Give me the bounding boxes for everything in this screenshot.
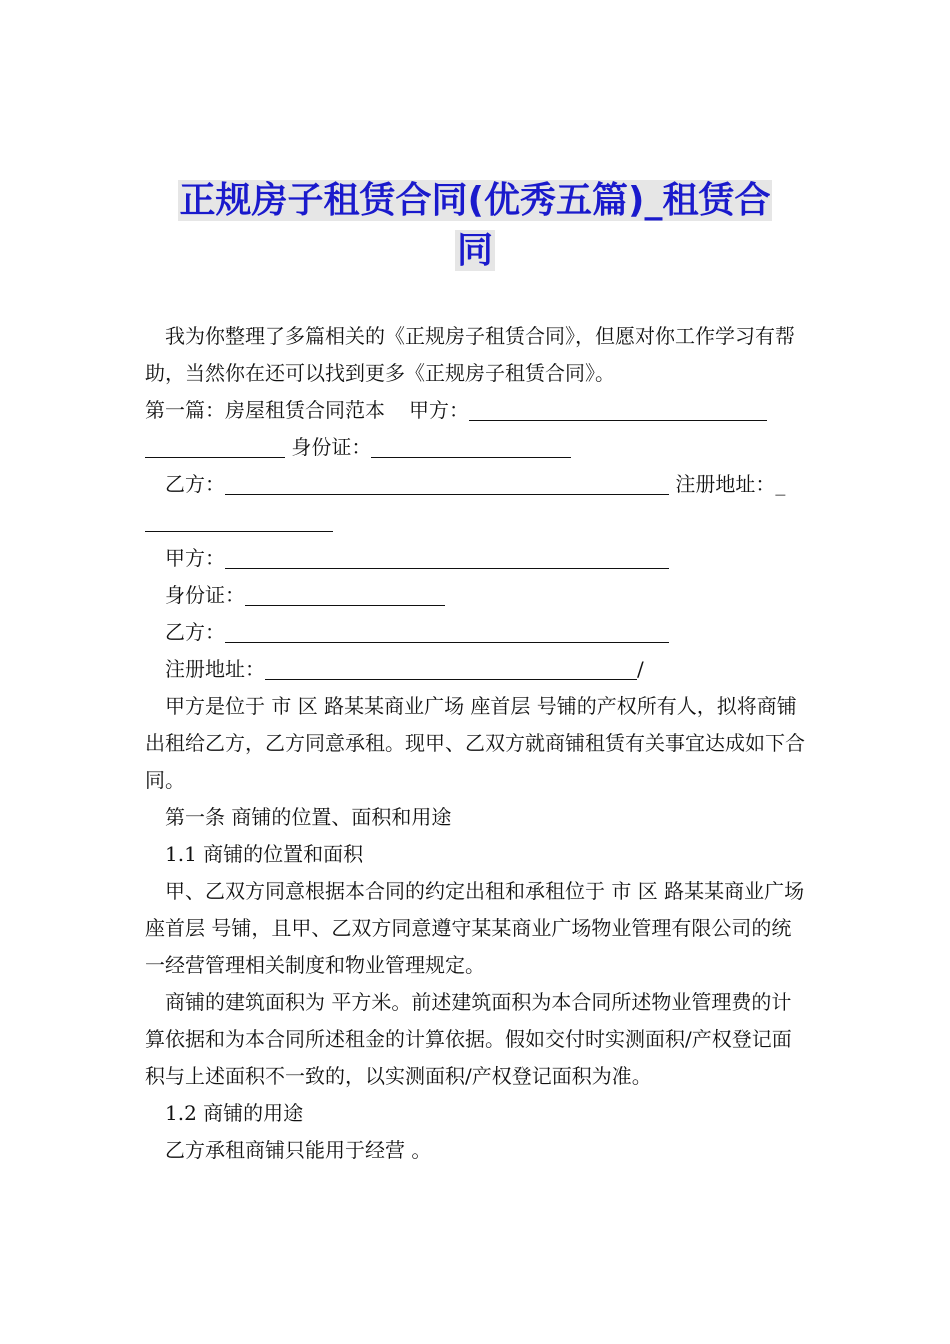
- address-label-2: 注册地址：: [165, 657, 265, 681]
- paragraph-4: 乙方承租商铺只能用于经营 。: [165, 1138, 432, 1162]
- chapter-line: [145, 392, 810, 429]
- heading-article-1: 第一条 商铺的位置、面积和用途: [165, 805, 452, 829]
- party-b-label-2: 乙方：: [165, 620, 225, 644]
- address-tail: _: [775, 472, 786, 496]
- address-end: /: [637, 657, 644, 681]
- address-cont-line: [145, 503, 810, 540]
- id-label-2: 身份证：: [165, 583, 245, 607]
- id-blank-2: [245, 581, 445, 606]
- title-line-2: 同: [456, 230, 493, 271]
- paragraph-1: 甲方是位于 市 区 路某某商业广场 座首层 号铺的产权所有人，拟将商铺出租给乙方，乙方同意承租。现甲、乙双方就商铺租赁有关事宜达成如下合同。: [145, 694, 805, 792]
- field-party-b: [145, 614, 810, 651]
- id-line: [145, 429, 810, 466]
- paragraph-2: 甲、乙双方同意根据本合同的约定出租和承租位于 市 区 路某某商业广场 座首层 号铺，且甲、乙双方同意遵守某某商业广场物业管理有限公司的统一经营管理相关制度和物业管理规定。: [145, 879, 805, 977]
- party-a-label-2: 甲方：: [165, 546, 225, 570]
- party-b-blank: [225, 470, 669, 495]
- party-b-blank-2: [225, 618, 669, 643]
- party-a-blank: [469, 396, 767, 421]
- field-address: [145, 651, 810, 688]
- title-line-1: 正规房子租赁合同(优秀五篇)_租赁合: [179, 180, 771, 221]
- party-a-blank-2: [225, 544, 669, 569]
- document-body: [145, 318, 810, 1169]
- party-b-label: 乙方：: [165, 472, 225, 496]
- field-id: [145, 577, 810, 614]
- paragraph-3: 商铺的建筑面积为 平方米。前述建筑面积为本合同所述物业管理费的计算依据和为本合同所述租金的计算依据。假如交付时实测面积/产权登记面积与上述面积不一致的，以实测面积/产权登记面积为准。: [145, 990, 792, 1088]
- address-blank: [145, 507, 333, 532]
- heading-1-1: 1.1 商铺的位置和面积: [165, 842, 364, 866]
- intro-paragraph: 我为你整理了多篇相关的《正规房子租赁合同》，但愿对你工作学习有帮助，当然你在还可以找到更多《正规房子租赁合同》。: [145, 324, 795, 385]
- address-blank-2: [265, 655, 637, 680]
- id-blank: [371, 433, 571, 458]
- party-b-line: [145, 466, 810, 503]
- party-a-blank-cont: [145, 433, 285, 458]
- field-party-a: [145, 540, 810, 577]
- id-label: 身份证：: [291, 435, 372, 459]
- heading-1-2: 1.2 商铺的用途: [165, 1101, 304, 1125]
- document-title: [140, 176, 810, 276]
- chapter-heading: 第一篇：房屋租赁合同范本: [145, 398, 385, 422]
- address-label: 注册地址：: [675, 472, 776, 496]
- party-a-label: 甲方：: [409, 398, 469, 422]
